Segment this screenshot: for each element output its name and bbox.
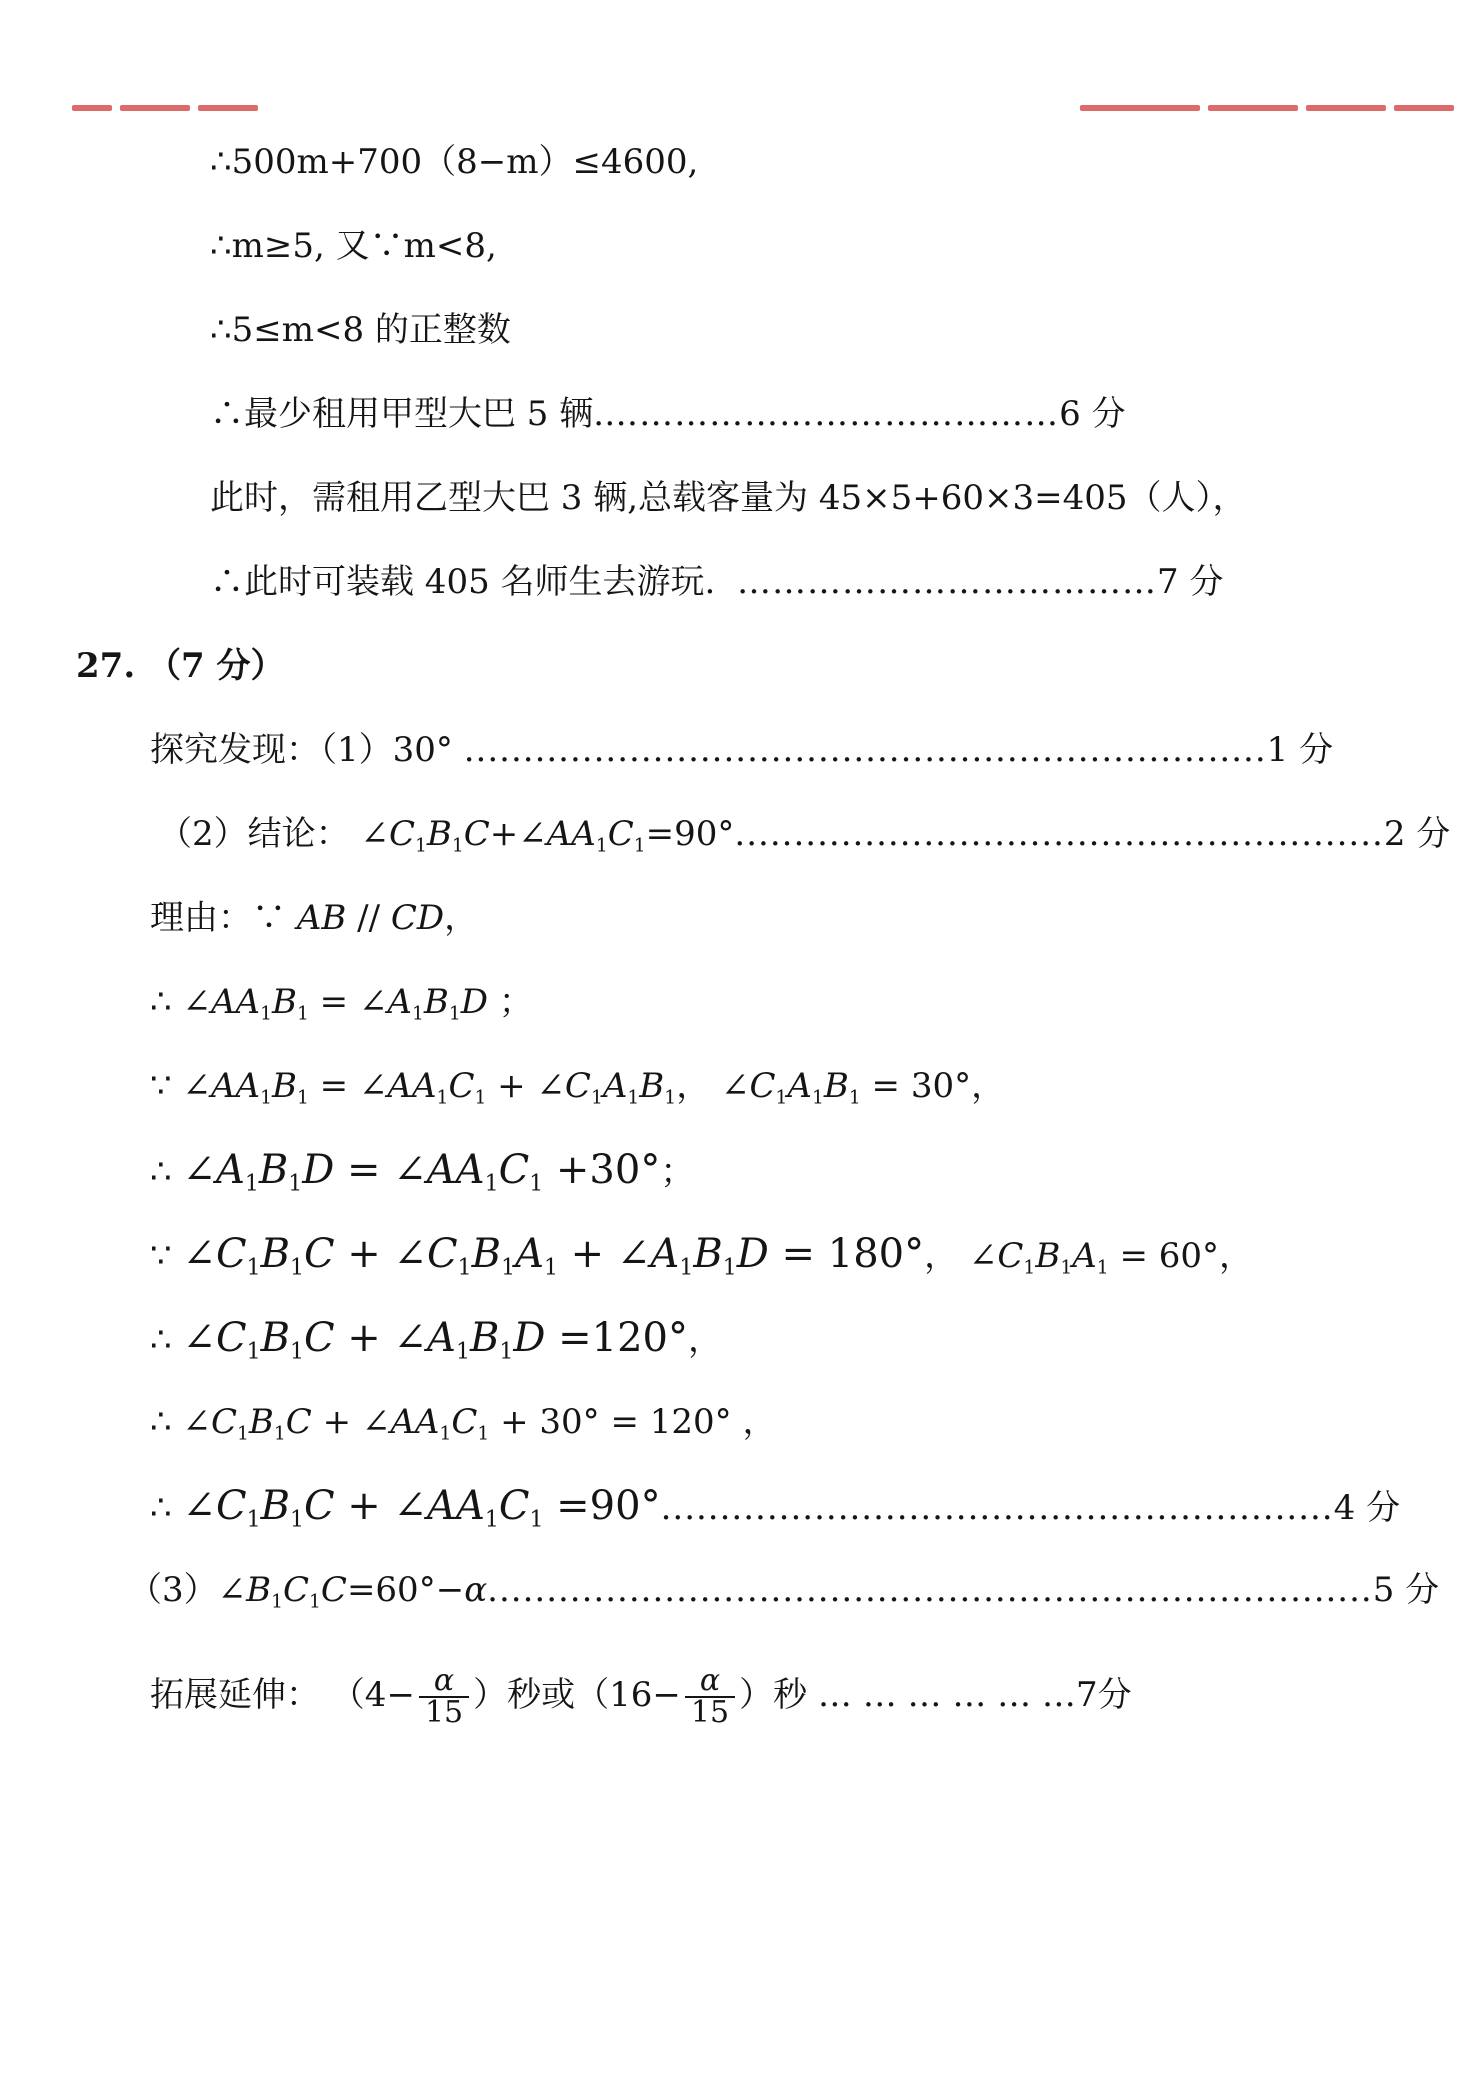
- q26-line-1: ∴500m+700（8−m）≤4600,: [210, 142, 699, 182]
- header-mark-right: [1080, 96, 1471, 106]
- header-mark-left: [72, 96, 282, 106]
- q26-line-6: ∴此时可装载 405 名师生去游玩. ………………………………7 分: [210, 562, 1224, 602]
- q27-part-2: （2）结论： $\angle C_1B_1C+\angle AA_1C_1=90^\circ.......................................................2$ 分: [158, 814, 1451, 857]
- q27-step-7: ∴ $\angle C_1B_1C$ + $\angle AA_1C_1 =90^\circ.........................................................4$ 分: [150, 1483, 1401, 1533]
- q27-extension: 拓展延伸： （4− $\frac{\alpha}{15}$ ）秒或（16− $\frac{\alpha}{15}$ ）秒 … … … … … …7分: [150, 1663, 1132, 1730]
- q26-line-3: ∴5≤m<8 的正整数: [210, 310, 511, 350]
- fraction-alpha-15-a: $\frac{\alpha}{15}$: [419, 1666, 469, 1728]
- q27-part-1: 探究发现：（1）30° ....................................................................1 分: [150, 730, 1334, 770]
- q27-step-3: ∴ $\angle A_1B_1D$ = $\angle AA_1C_1 +30^\circ$；: [150, 1147, 695, 1197]
- q27-step-1: ∴ $\angle AA_1B_1$ = $\angle A_1B_1D$ ；: [150, 982, 533, 1025]
- q27-reason: 理由：∵ AB // CD，: [150, 898, 479, 938]
- fraction-alpha-15-b: $\frac{\alpha}{15}$: [685, 1666, 735, 1728]
- q27-step-2: ∵ $\angle AA_1B_1$ = $\angle AA_1C_1$ + $\angle C_1A_1B_1$， $\angle C_1A_1B_1 = 30^\circ$，: [150, 1066, 1006, 1109]
- q27-step-5: ∴ $\angle C_1B_1C$ + $\angle A_1B_1D =120^\circ$，: [150, 1315, 722, 1365]
- q27-heading: 27. （7 分）: [76, 646, 285, 686]
- q27-part-3: $(3)\angle B_1C_1C=60^\circ-\alpha...........................................................................5$ 分: [128, 1570, 1440, 1613]
- q26-line-5: 此时，需租用乙型大巴 3 辆,总载客量为 45×5+60×3=405（人），: [210, 478, 1247, 518]
- q27-step-6: ∴ $\angle C_1B_1C$ + $\angle AA_1C_1 + 30^\circ = 120^\circ$ ，: [150, 1402, 777, 1445]
- q27-step-4: ∵ $\angle C_1B_1C$ + $\angle C_1B_1A_1$ + $\angle A_1B_1D = 180^\circ$， $\angle C_1B_1A_1 = 60^\circ$，: [150, 1231, 1254, 1281]
- q26-line-2: ∴m≥5, 又∵m<8,: [210, 226, 497, 266]
- q26-line-4: ∴最少租用甲型大巴 5 辆.…………………………………6 分: [210, 394, 1126, 434]
